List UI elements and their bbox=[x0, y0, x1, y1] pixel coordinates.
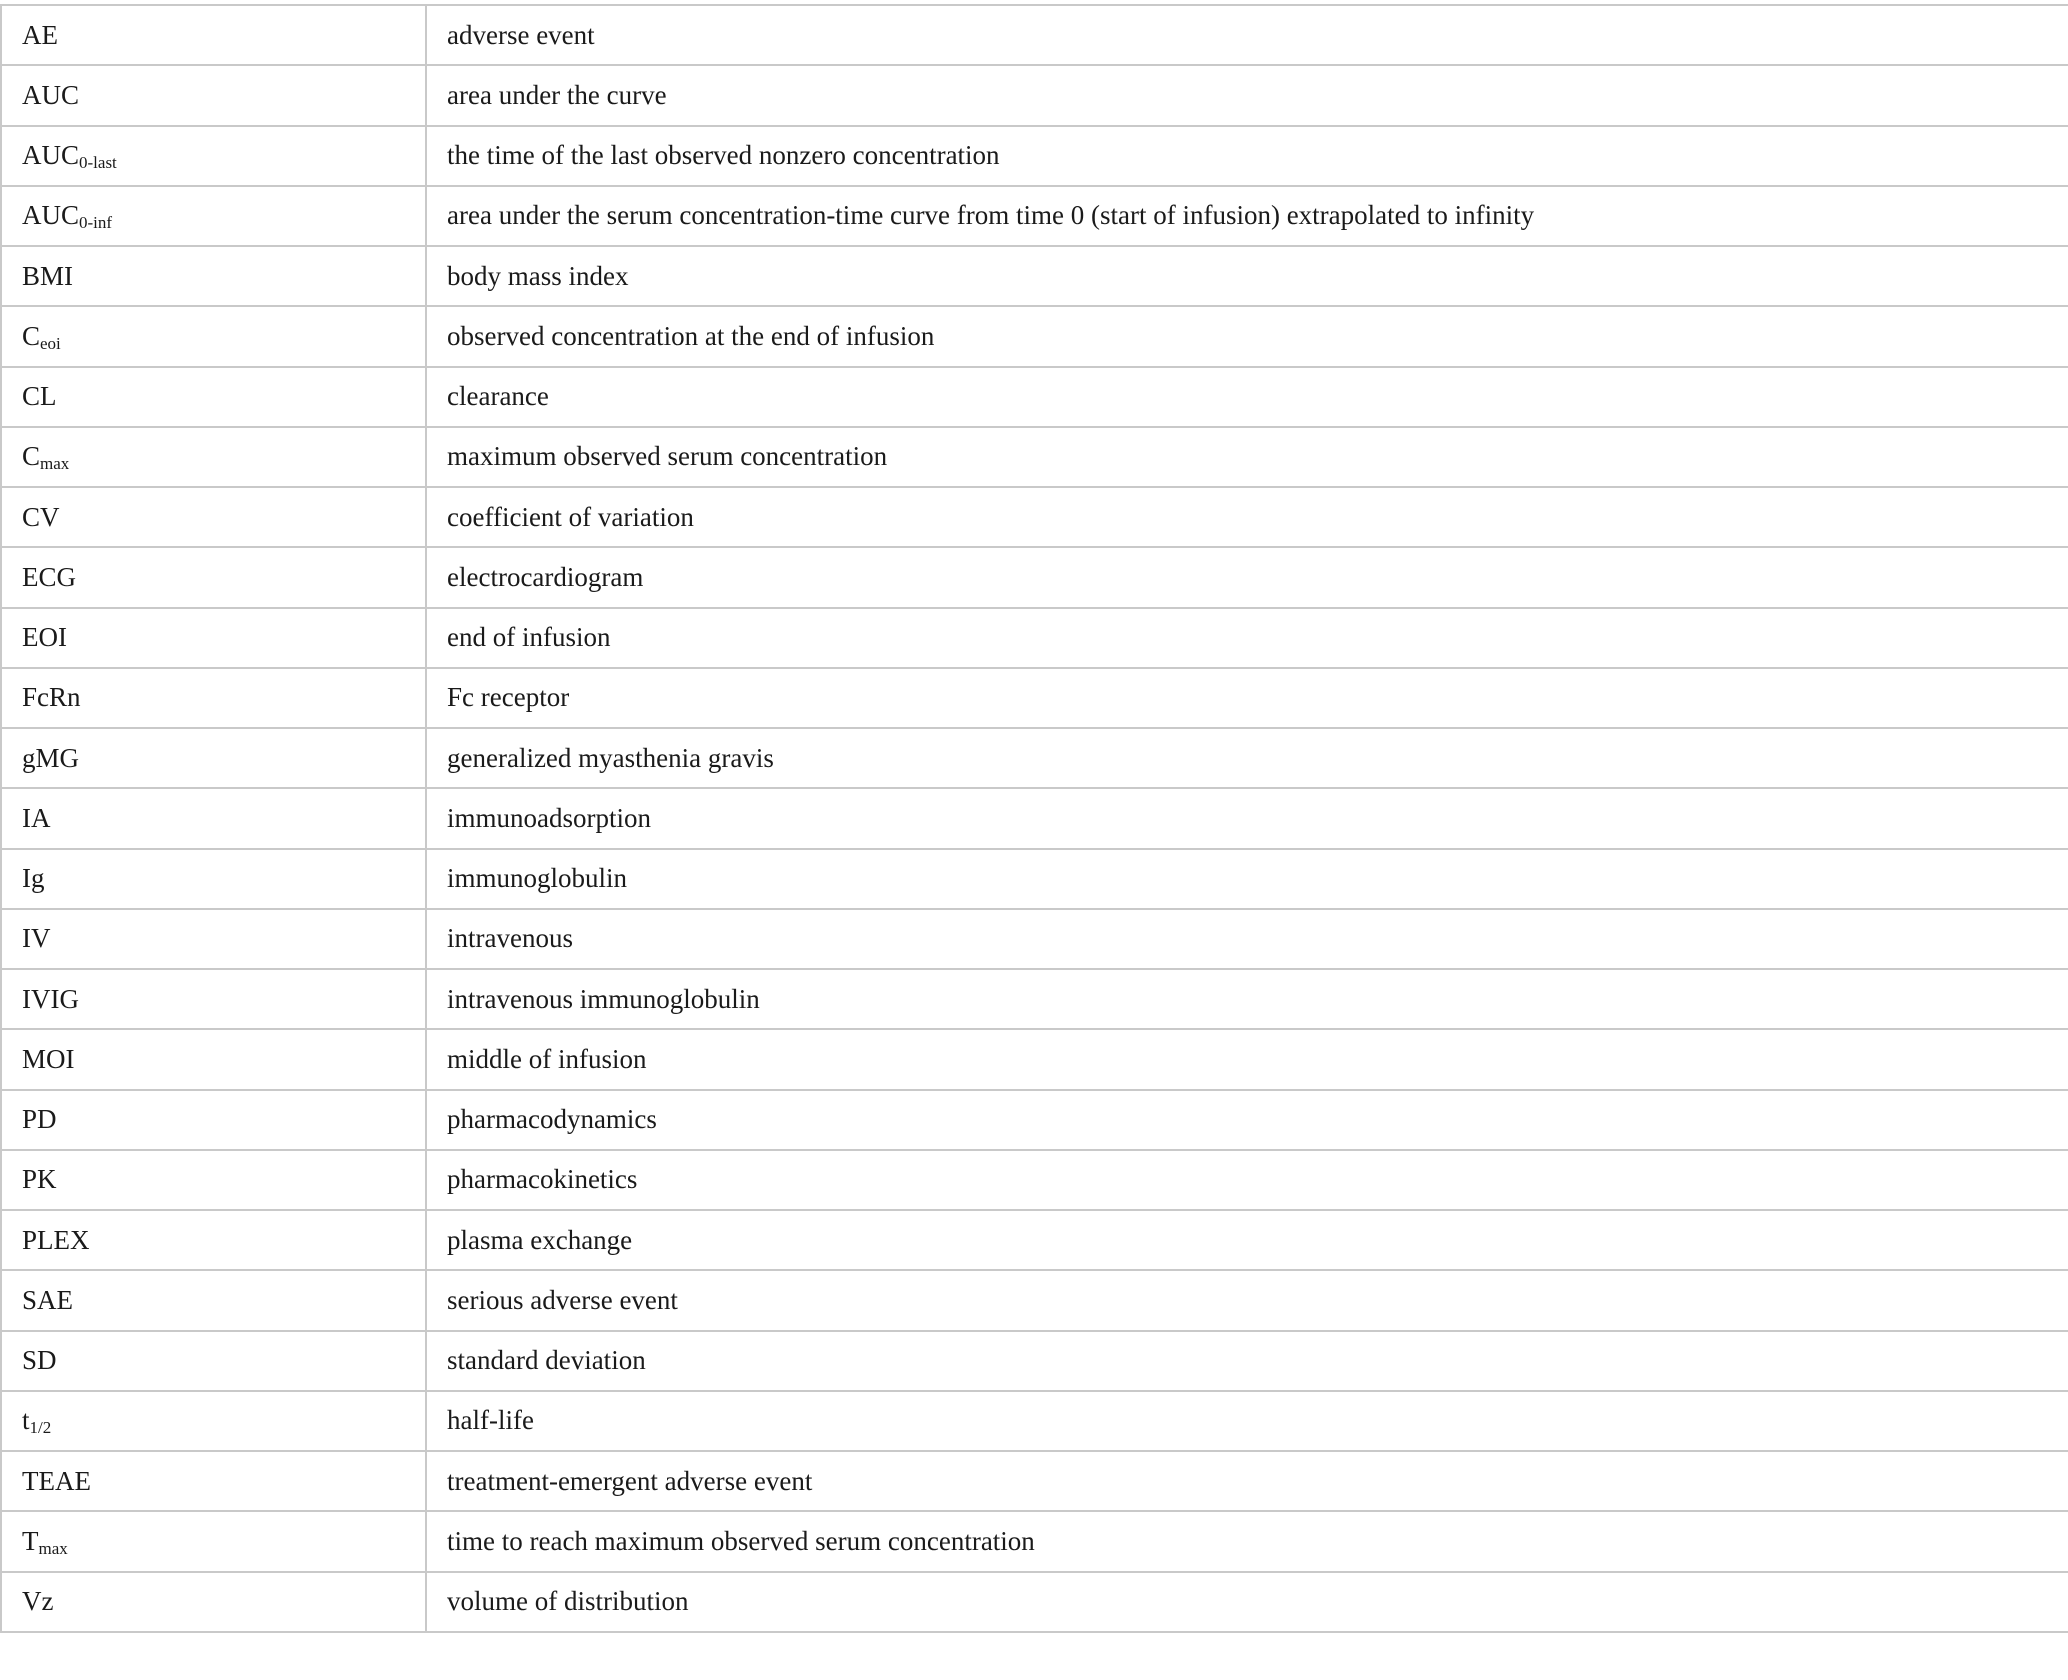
definition-cell: immunoadsorption bbox=[426, 788, 2068, 848]
definition-cell: immunoglobulin bbox=[426, 849, 2068, 909]
abbreviation-cell bbox=[1, 668, 426, 728]
definition-cell: clearance bbox=[426, 367, 2068, 427]
abbreviation-cell bbox=[1, 788, 426, 848]
abbreviation-text: C bbox=[22, 441, 41, 472]
abbreviation-cell bbox=[1, 969, 426, 1029]
abbreviation-cell bbox=[1, 1029, 426, 1089]
abbreviation-cell bbox=[1, 1090, 426, 1150]
abbreviation-text: C bbox=[22, 320, 41, 351]
table-row bbox=[1, 1150, 2068, 1210]
abbreviation-text: Vz bbox=[22, 1586, 54, 1617]
definition-cell: middle of infusion bbox=[426, 1029, 2068, 1089]
definition-cell: serious adverse event bbox=[426, 1270, 2068, 1330]
definition-cell: electrocardiogram bbox=[426, 547, 2068, 607]
abbreviation-cell bbox=[1, 306, 426, 366]
table-row bbox=[1, 186, 2068, 246]
abbreviation-text: PLEX bbox=[22, 1224, 90, 1255]
abbreviation-text: Ig bbox=[22, 863, 45, 894]
abbreviation-text: gMG bbox=[22, 742, 80, 773]
abbreviation-text: IV bbox=[22, 923, 51, 954]
table-row bbox=[1, 1331, 2068, 1391]
abbreviation-text: FcRn bbox=[22, 682, 81, 713]
table-row bbox=[1, 306, 2068, 366]
abbreviations-table bbox=[0, 4, 2068, 1633]
definition-cell: maximum observed serum concentration bbox=[426, 427, 2068, 487]
abbreviation-cell bbox=[1, 65, 426, 125]
table-row bbox=[1, 668, 2068, 728]
table-row bbox=[1, 1029, 2068, 1089]
table-row bbox=[1, 1572, 2068, 1632]
definition-cell: the time of the last observed nonzero concentration bbox=[426, 126, 2068, 186]
abbreviation-text: BMI bbox=[22, 260, 74, 291]
abbreviation-text: PK bbox=[22, 1164, 57, 1195]
definition-cell: treatment-emergent adverse event bbox=[426, 1451, 2068, 1511]
abbreviation-cell bbox=[1, 246, 426, 306]
definition-cell: observed concentration at the end of infusion bbox=[426, 306, 2068, 366]
abbreviation-text: PD bbox=[22, 1104, 57, 1135]
definition-cell: half-life bbox=[426, 1391, 2068, 1451]
table-row bbox=[1, 788, 2068, 848]
definition-cell: standard deviation bbox=[426, 1331, 2068, 1391]
abbreviation-cell bbox=[1, 487, 426, 547]
definition-cell: area under the curve bbox=[426, 65, 2068, 125]
abbreviation-text: AUC bbox=[22, 200, 80, 231]
abbreviation-cell bbox=[1, 1210, 426, 1270]
table-row bbox=[1, 1391, 2068, 1451]
abbreviation-cell bbox=[1, 1451, 426, 1511]
definition-cell: Fc receptor bbox=[426, 668, 2068, 728]
definition-cell: body mass index bbox=[426, 246, 2068, 306]
definition-cell: volume of distribution bbox=[426, 1572, 2068, 1632]
table-row bbox=[1, 487, 2068, 547]
abbreviation-cell bbox=[1, 608, 426, 668]
abbreviation-text: SAE bbox=[22, 1284, 74, 1315]
definition-cell: plasma exchange bbox=[426, 1210, 2068, 1270]
abbreviation-cell bbox=[1, 1511, 426, 1571]
abbreviation-text: SD bbox=[22, 1345, 57, 1376]
abbreviation-subscript: max bbox=[40, 454, 70, 474]
definition-cell: coefficient of variation bbox=[426, 487, 2068, 547]
abbreviation-subscript: eoi bbox=[40, 333, 61, 353]
table-row bbox=[1, 367, 2068, 427]
abbreviation-cell bbox=[1, 126, 426, 186]
table-row bbox=[1, 5, 2068, 65]
abbreviation-subscript: 0-inf bbox=[79, 213, 113, 233]
table-row bbox=[1, 126, 2068, 186]
definition-cell: pharmacodynamics bbox=[426, 1090, 2068, 1150]
abbreviation-text: MOI bbox=[22, 1043, 75, 1074]
abbreviation-text: CV bbox=[22, 501, 60, 532]
abbreviation-text: AUC bbox=[22, 140, 80, 171]
abbreviation-subscript: 0-last bbox=[79, 153, 117, 173]
abbreviation-text: T bbox=[22, 1525, 39, 1556]
abbreviation-cell bbox=[1, 1391, 426, 1451]
abbreviation-text: EOI bbox=[22, 622, 67, 653]
table-row bbox=[1, 547, 2068, 607]
abbreviation-cell bbox=[1, 547, 426, 607]
table-row bbox=[1, 969, 2068, 1029]
definition-cell: time to reach maximum observed serum concentration bbox=[426, 1511, 2068, 1571]
table-row bbox=[1, 65, 2068, 125]
abbreviation-text: IVIG bbox=[22, 983, 79, 1014]
abbreviations-table-body bbox=[1, 5, 2068, 1632]
table-row bbox=[1, 849, 2068, 909]
definition-cell: area under the serum concentration-time curve from time 0 (start of infusion) extrapolated to infinity bbox=[426, 186, 2068, 246]
definition-cell: adverse event bbox=[426, 5, 2068, 65]
abbreviation-cell bbox=[1, 186, 426, 246]
abbreviation-text: AUC bbox=[22, 79, 80, 110]
table-row bbox=[1, 1451, 2068, 1511]
abbreviation-text: t bbox=[22, 1405, 30, 1436]
abbreviation-text: TEAE bbox=[22, 1465, 91, 1496]
table-row bbox=[1, 1270, 2068, 1330]
abbreviation-text: IA bbox=[22, 802, 51, 833]
abbreviation-cell bbox=[1, 1270, 426, 1330]
abbreviation-cell bbox=[1, 5, 426, 65]
abbreviation-subscript: 1/2 bbox=[29, 1418, 52, 1438]
abbreviation-cell bbox=[1, 1150, 426, 1210]
definition-cell: intravenous immunoglobulin bbox=[426, 969, 2068, 1029]
table-row bbox=[1, 909, 2068, 969]
abbreviation-text: AE bbox=[22, 19, 58, 50]
table-row bbox=[1, 1511, 2068, 1571]
abbreviation-text: CL bbox=[22, 381, 57, 412]
abbreviation-cell bbox=[1, 849, 426, 909]
abbreviation-subscript: max bbox=[38, 1538, 68, 1558]
table-row bbox=[1, 1210, 2068, 1270]
abbreviation-cell bbox=[1, 367, 426, 427]
abbreviation-cell bbox=[1, 909, 426, 969]
abbreviation-cell bbox=[1, 1572, 426, 1632]
table-row bbox=[1, 728, 2068, 788]
table-row bbox=[1, 246, 2068, 306]
abbreviation-cell bbox=[1, 427, 426, 487]
table-row bbox=[1, 427, 2068, 487]
table-row bbox=[1, 1090, 2068, 1150]
abbreviation-cell bbox=[1, 1331, 426, 1391]
definition-cell: intravenous bbox=[426, 909, 2068, 969]
definition-cell: generalized myasthenia gravis bbox=[426, 728, 2068, 788]
abbreviation-text: ECG bbox=[22, 561, 76, 592]
table-row bbox=[1, 608, 2068, 668]
definition-cell: end of infusion bbox=[426, 608, 2068, 668]
abbreviation-cell bbox=[1, 728, 426, 788]
definition-cell: pharmacokinetics bbox=[426, 1150, 2068, 1210]
